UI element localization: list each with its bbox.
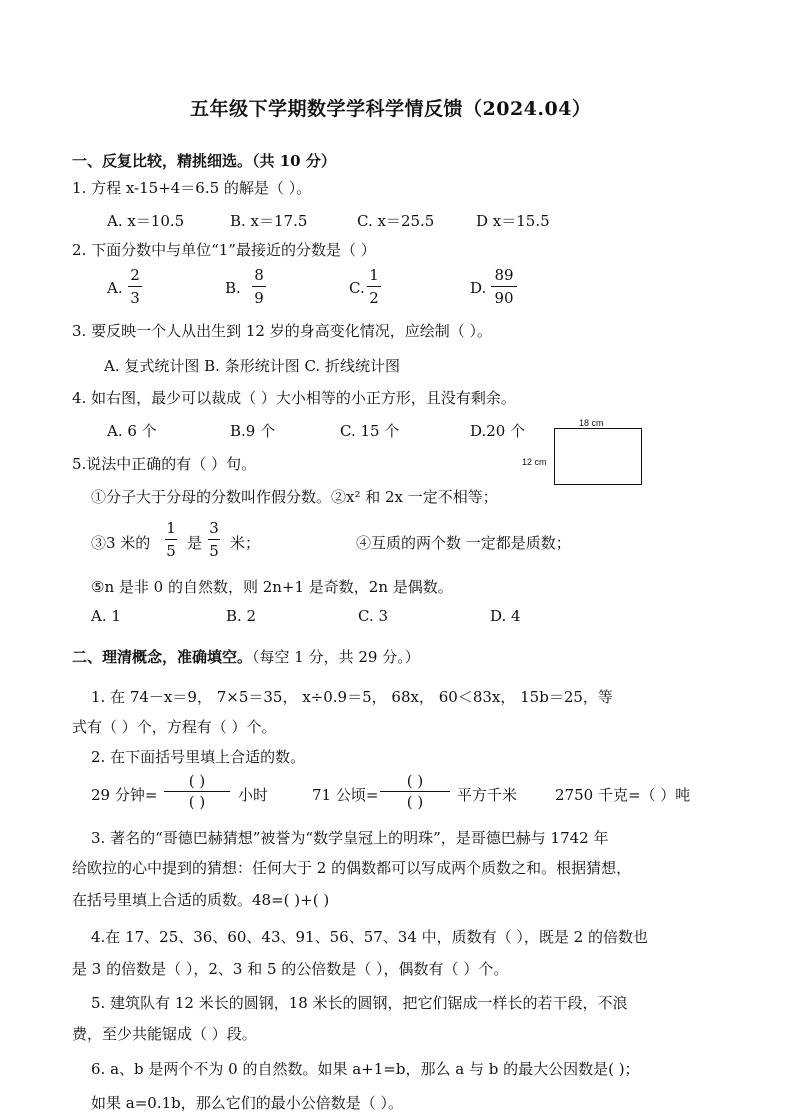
q5-option-d: D. 4: [490, 607, 521, 625]
q3-stem: 3. 要反映一个人从出生到 12 岁的身高变化情况，应绘制（ ）。: [72, 322, 492, 340]
section-2-heading: 二、理清概念，准确填空。（每空 1 分，共 29 分。）: [72, 648, 420, 666]
figure-height-label: 12 cm: [522, 457, 547, 467]
q2-option-a-label: A.: [107, 279, 123, 297]
q3-options: A. 复式统计图 B. 条形统计图 C. 折线统计图: [104, 357, 400, 375]
s2-q2-stem: 2. 在下面括号里填上合适的数。: [91, 748, 306, 766]
s2-q5-line1: 5. 建筑队有 12 米长的圆钢，18 米长的圆钢，把它们锯成一样长的若干段，不浪: [91, 994, 628, 1012]
q5-statement-4: ④互质的两个数 一定都是质数；: [356, 534, 571, 552]
figure-width-label: 18 cm: [579, 418, 604, 428]
s2-q2-a-post: 小时: [238, 786, 269, 804]
rectangle-figure: [554, 428, 642, 485]
q5-fraction-2: 3 5: [209, 519, 219, 560]
s2-q2-b-pre: 71 公顷=: [312, 786, 379, 804]
q2-option-d-label: D.: [470, 279, 487, 297]
s2-q6-line2: 如果 a=0.1b，那么它们的最小公倍数是（ ）。: [91, 1094, 404, 1112]
q4-option-a: A. 6 个: [107, 422, 157, 440]
page-title: 五年级下学期数学学科学情反馈（2024.04）: [190, 98, 592, 120]
q1-stem: 1. 方程 x-15+4＝6.5 的解是（ ）。: [72, 179, 312, 197]
q5-option-b: B. 2: [226, 607, 257, 625]
s2-q4-line1: 4.在 17、25、36、60、43、91、56、57、34 中，质数有（ ），既是 2 的倍数也: [91, 928, 648, 946]
q5-stem: 5.说法中正确的有（ ）句。: [72, 455, 257, 473]
q1-option-a: A. x＝10.5: [107, 212, 185, 230]
s2-q3-line2: 给欧拉的心中提到的猜想：任何大于 2 的偶数都可以写成两个质数之和。根据猜想，: [72, 859, 632, 877]
q1-option-b: B. x＝17.5: [230, 212, 308, 230]
s2-q3-line3: 在括号里填上合适的质数。48=( )+( ): [72, 891, 330, 909]
q4-stem: 4. 如右图，最少可以裁成（ ）大小相等的小正方形，且没有剩余。: [72, 389, 516, 407]
section-1-heading: 一、反复比较，精挑细选。（共 10 分）: [72, 152, 336, 170]
q2-option-b-label: B.: [225, 279, 241, 297]
q2-stem: 2. 下面分数中与单位“1”最接近的分数是（ ）: [72, 241, 376, 259]
s2-q2-a-blank-fraction: ( ) ( ): [164, 772, 230, 811]
q5-option-c: C. 3: [358, 607, 389, 625]
s2-q1-line2: 式有（ ）个，方程有（ ）个。: [72, 718, 277, 736]
s2-q2-c: 2750 千克=（ ）吨: [555, 786, 691, 804]
q5-statement-3-mid: 是: [187, 534, 203, 552]
q1-option-d: D x＝15.5: [476, 212, 550, 230]
s2-q3-line1: 3. 著名的“哥德巴赫猜想”被誉为“数学皇冠上的明珠”，是哥德巴赫与 1742 年: [91, 829, 609, 847]
s2-q2-b-blank-fraction: ( ) ( ): [380, 772, 450, 811]
q2-option-c-fraction: 1 2: [367, 266, 381, 307]
q2-option-c-label: C.: [349, 279, 365, 297]
q5-statement-3-pre: ③3 米的: [91, 534, 151, 552]
q5-statement-3-post: 米；: [230, 534, 261, 552]
s2-q2-b-post: 平方千米: [457, 786, 518, 804]
q2-option-d-fraction: 89 90: [491, 266, 517, 307]
q2-option-a-fraction: 2 3: [128, 266, 142, 307]
q5-statement-1-2: ①分子大于分母的分数叫作假分数。②x² 和 2x 一定不相等；: [91, 488, 498, 506]
s2-q5-line2: 费，至少共能锯成（ ）段。: [72, 1025, 257, 1043]
q5-statement-5: ⑤n 是非 0 的自然数，则 2n+1 是奇数，2n 是偶数。: [91, 578, 453, 596]
q1-option-c: C. x＝25.5: [357, 212, 435, 230]
q4-option-b: B.9 个: [230, 422, 276, 440]
q5-fraction-1: 1 5: [166, 519, 176, 560]
q4-option-d: D.20 个: [470, 422, 526, 440]
s2-q2-a-pre: 29 分钟=: [91, 786, 158, 804]
s2-q6-line1: 6. a、b 是两个不为 0 的自然数。如果 a+1=b，那么 a 与 b 的最大公因数是( )；: [91, 1060, 640, 1078]
q5-option-a: A. 1: [91, 607, 121, 625]
q2-option-b-fraction: 8 9: [252, 266, 266, 307]
s2-q1-line1: 1. 在 74－x＝9， 7×5＝35， x÷0.9＝5， 68x， 60＜83x， 15b＝25，等: [91, 688, 613, 706]
s2-q4-line2: 是 3 的倍数是（ ），2、3 和 5 的公倍数是（ ），偶数有（ ）个。: [72, 960, 509, 978]
q4-option-c: C. 15 个: [340, 422, 400, 440]
